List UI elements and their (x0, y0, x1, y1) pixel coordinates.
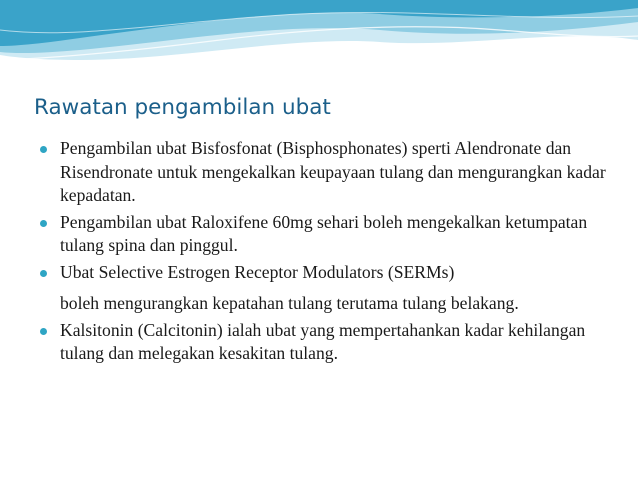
list-item (38, 261, 618, 316)
bullet-continuation-text: boleh mengurangkan kepatahan tulang terutama tulang belakang. (60, 293, 519, 313)
bullet-dot-icon (40, 146, 47, 153)
bullet-text: Pengambilan ubat Bisfosfonat (Bisphosphonates) sperti Alendronate dan Risendronate untuk mengekalkan keupayaan tulang dan mengurangkan kadar kepadatan. (60, 138, 606, 205)
bullet-dot-icon (40, 328, 47, 335)
bullet-text: Ubat Selective Estrogen Receptor Modulators (SERMs) (60, 261, 455, 282)
list-item (38, 137, 618, 208)
bullet-list (38, 137, 618, 366)
bullet-text: Kalsitonin (Calcitonin) ialah ubat yang mempertahankan kadar kehilangan tulang dan melegakan kesakitan tulang. (60, 319, 586, 363)
header-wave-decoration (0, 0, 638, 80)
slide-title: Rawatan pengambilan ubat (34, 95, 331, 120)
bullet-text: Pengambilan ubat Raloxifene 60mg sehari boleh mengekalkan ketumpatan tulang spina dan pinggul. (60, 211, 588, 255)
list-item (38, 319, 618, 366)
bullet-dot-icon (40, 270, 47, 277)
list-item (38, 211, 618, 258)
bullet-dot-icon (40, 220, 47, 227)
